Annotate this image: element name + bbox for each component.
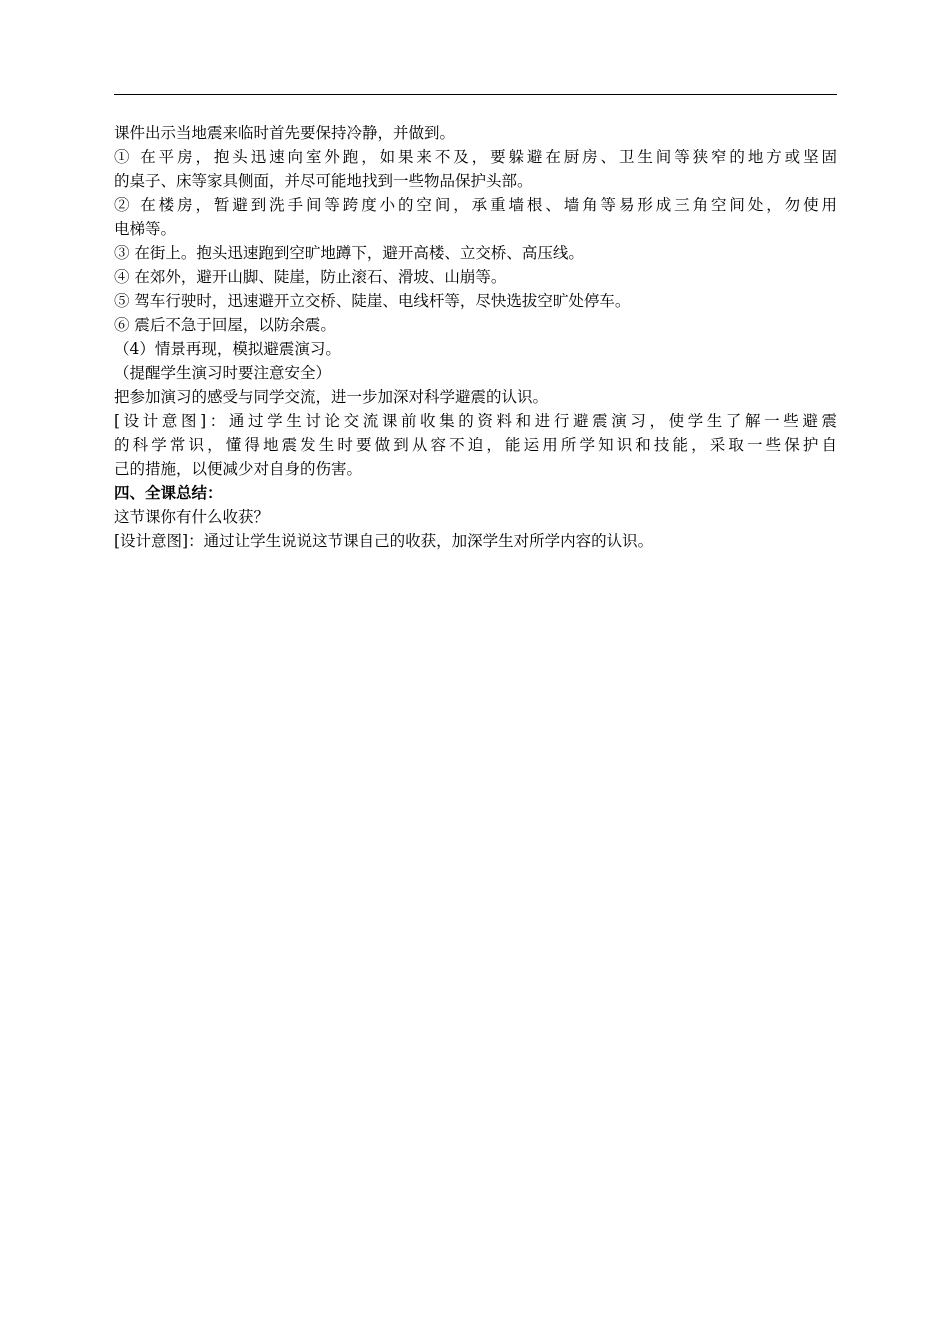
design-intent-1-line-3: 己的措施，以便减少对自身的伤害。 <box>114 460 363 478</box>
item-2-line-2: 电梯等。 <box>114 220 177 238</box>
intro-line: 课件出示当地震来临时首先要保持冷静，并做到。 <box>114 124 456 142</box>
item-4-line: ④ 在郊外，避开山脚、陡崖，防止滚石、滑坡、山崩等。 <box>114 268 507 286</box>
section-4-line: （4）情景再现，模拟避震演习。 <box>114 340 341 358</box>
item-6-line: ⑥ 震后不急于回屋，以防余震。 <box>114 316 336 334</box>
item-1-line-2: 的桌子、床等家具侧面，并尽可能地找到一些物品保护头部。 <box>114 172 533 190</box>
design-intent-1-line-2: 的科学常识，懂得地震发生时要做到从容不迫，能运用所学知识和技能，采取一些保护自 <box>114 436 837 454</box>
header-rule <box>114 94 837 95</box>
item-5-line: ⑤ 驾车行驶时，迅速避开立交桥、陡崖、电线杆等，尽快选拔空旷处停车。 <box>114 292 631 310</box>
document-body <box>114 121 837 553</box>
reminder-line: （提醒学生演习时要注意安全） <box>114 364 332 382</box>
summary-heading: 四、全课总结： <box>114 484 223 502</box>
summary-question: 这节课你有什么收获？ <box>114 508 270 526</box>
exchange-line: 把参加演习的感受与同学交流，进一步加深对科学避震的认识。 <box>114 388 549 406</box>
item-2-line-1: ② 在楼房，暂避到洗手间等跨度小的空间，承重墙根、墙角等易形成三角空间处，勿使用 <box>114 196 837 214</box>
item-1-line-1: ① 在平房，抱头迅速向室外跑，如果来不及，要躲避在厨房、卫生间等狭窄的地方或坚固 <box>114 148 837 166</box>
design-intent-2-line: [设计意图]：通过让学生说说这节课自己的收获，加深学生对所学内容的认识。 <box>114 532 654 550</box>
item-3-line: ③ 在街上。抱头迅速跑到空旷地蹲下，避开高楼、立交桥、高压线。 <box>114 244 584 262</box>
design-intent-1-line-1: [设计意图]：通过学生讨论交流课前收集的资料和进行避震演习，使学生了解一些避震 <box>114 412 837 430</box>
